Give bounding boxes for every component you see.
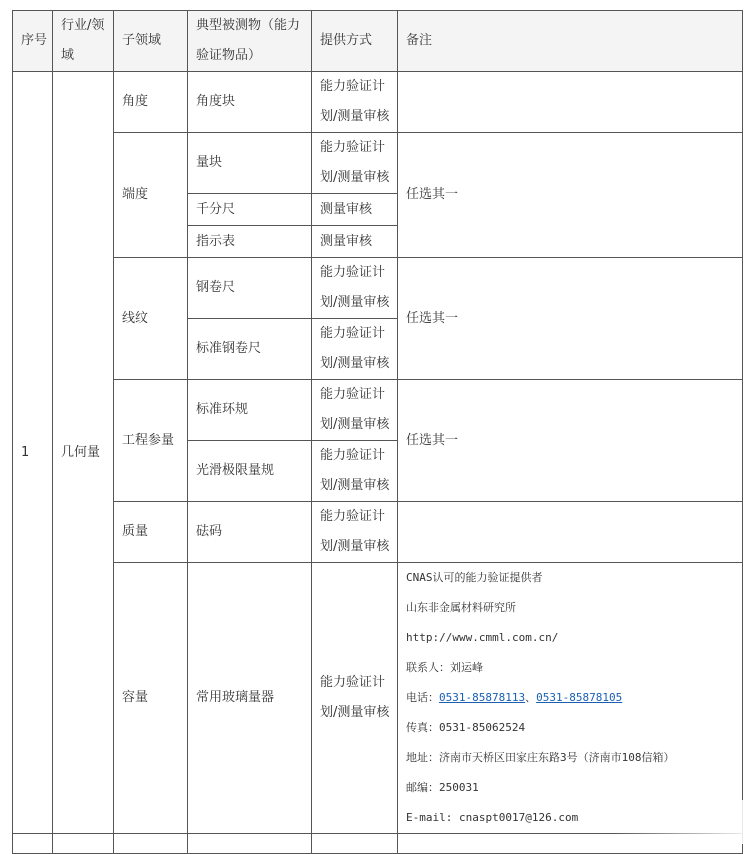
cell-subfield: 端度 [114, 133, 188, 258]
phone-line [406, 683, 742, 713]
table-row [13, 133, 743, 194]
cell-item: 量块 [188, 133, 312, 194]
cell-subfield: 容量 [114, 563, 188, 834]
fax-line: 传真：0531-85062524 [406, 721, 526, 734]
phone-separator: 、 [525, 691, 537, 704]
cell-method: 测量审核 [312, 226, 398, 258]
cell-item: 砝码 [188, 502, 312, 563]
cell-item: 光滑极限量规 [188, 441, 312, 502]
header-remark: 备注 [398, 11, 743, 72]
table-header-row [13, 11, 743, 72]
cell-method: 能力验证计划/测量审核 [312, 380, 398, 441]
cell-remark [398, 502, 743, 563]
email-line: E-mail: cnaspt0017@126.com [406, 811, 579, 824]
cell-seq: 1 [13, 72, 53, 834]
cell-industry: 几何量 [53, 72, 114, 834]
header-method: 提供方式 [312, 11, 398, 72]
zip-line: 邮编：250031 [406, 781, 479, 794]
institute-name: 山东非金属材料研究所 [406, 601, 516, 614]
cell-method: 测量审核 [312, 194, 398, 226]
cell-remark: 任选其一 [398, 380, 743, 502]
phone-link-2[interactable]: 0531-85878105 [536, 691, 623, 704]
cell-item: 钢卷尺 [188, 258, 312, 319]
cell-method: 能力验证计划/测量审核 [312, 502, 398, 563]
table-row [13, 258, 743, 319]
contact-person: 联系人：刘运峰 [406, 661, 483, 674]
cell-subfield: 工程参量 [114, 380, 188, 502]
header-subfield: 子领域 [114, 11, 188, 72]
table-row [13, 563, 743, 834]
header-item: 典型被测物（能力验证物品） [188, 11, 312, 72]
cell-method: 能力验证计划/测量审核 [312, 72, 398, 133]
cell-subfield: 质量 [114, 502, 188, 563]
cell-method: 能力验证计划/测量审核 [312, 563, 398, 834]
table-row [13, 502, 743, 563]
cell-item: 常用玻璃量器 [188, 563, 312, 834]
cell-remark [398, 72, 743, 133]
header-seq: 序号 [13, 11, 53, 72]
cell-remark: 任选其一 [398, 258, 743, 380]
cell-method: 能力验证计划/测量审核 [312, 133, 398, 194]
cell-item: 角度块 [188, 72, 312, 133]
header-industry: 行业/领域 [53, 11, 114, 72]
provider-line: CNAS认可的能力验证提供者 [406, 571, 543, 584]
cell-item: 标准钢卷尺 [188, 319, 312, 380]
cell-item: 标准环规 [188, 380, 312, 441]
cell-remark: 任选其一 [398, 133, 743, 258]
cell-subfield: 角度 [114, 72, 188, 133]
proficiency-table [12, 10, 743, 854]
watermark-fade [613, 800, 753, 844]
cell-method: 能力验证计划/测量审核 [312, 441, 398, 502]
cell-subfield: 线纹 [114, 258, 188, 380]
phone-label: 电话： [406, 691, 439, 704]
cell-method: 能力验证计划/测量审核 [312, 258, 398, 319]
table-row [13, 72, 743, 133]
cell-method: 能力验证计划/测量审核 [312, 319, 398, 380]
cell-remark-contact [398, 563, 743, 834]
address-line: 地址：济南市天桥区田家庄东路3号（济南市108信箱） [406, 751, 675, 764]
cell-item: 千分尺 [188, 194, 312, 226]
website-url: http://www.cmml.com.cn/ [406, 631, 559, 644]
table-row [13, 380, 743, 441]
cell-item: 指示表 [188, 226, 312, 258]
phone-link-1[interactable]: 0531-85878113 [439, 691, 526, 704]
